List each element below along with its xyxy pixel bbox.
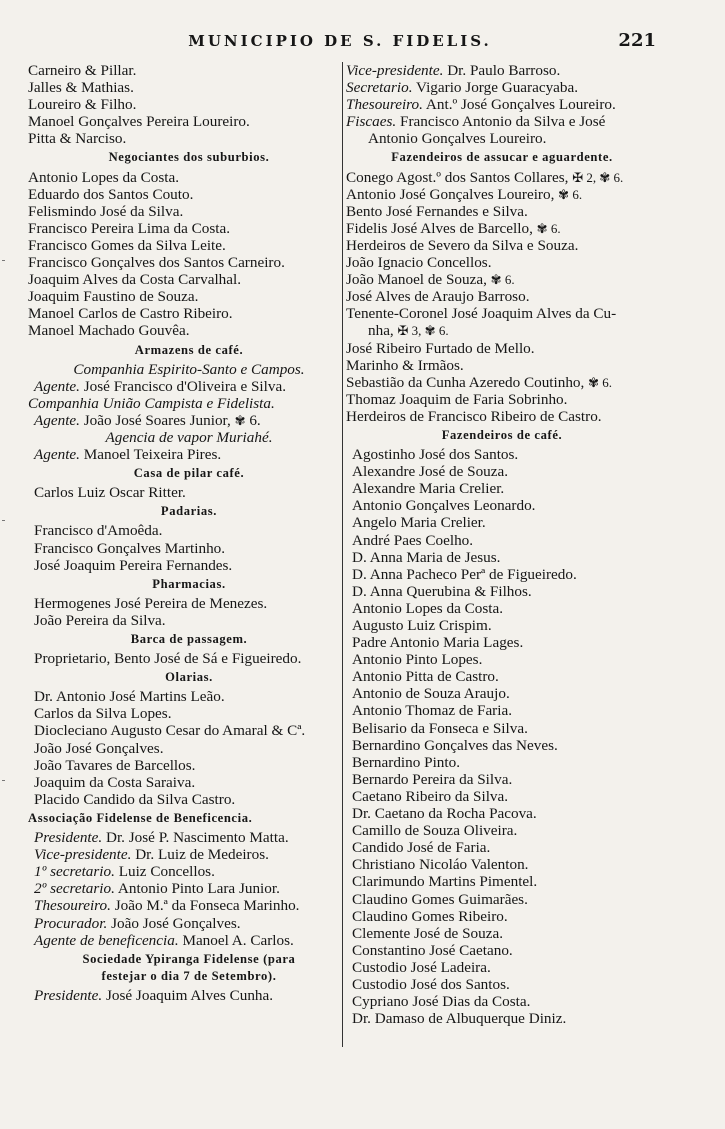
- list-item: Eduardo dos Santos Couto.: [28, 185, 194, 203]
- farmer-name: Marinho & Irmãos.: [346, 356, 464, 374]
- list-item: Augusto Luiz Crispim.: [352, 617, 492, 634]
- list-item: Antonio Pitta de Castro.: [352, 668, 499, 686]
- officer-role: Procurador.: [34, 914, 108, 932]
- page-number: 221: [618, 30, 656, 51]
- agent-name: José Francisco d'Oliveira e Silva.: [83, 377, 287, 395]
- list-item: Francisco d'Amoêda.: [34, 522, 163, 540]
- section-heading-pilar: Casa de pilar café.: [133, 466, 245, 481]
- list-item: Joaquim Faustino de Souza.: [28, 288, 199, 306]
- section-heading-pharmacias: Pharmacias.: [152, 576, 226, 591]
- list-item: Diocleciano Augusto Cesar do Amaral & Cª.: [34, 722, 306, 740]
- section-heading-padarias: Padarias.: [160, 504, 218, 519]
- officer-role: Thesoureiro.: [346, 96, 423, 114]
- section-heading-assucar: Fazendeiros de assucar e aguardente.: [391, 150, 613, 165]
- list-item: [346, 374, 658, 391]
- list-item: Dr. Antonio José Martins Leão.: [34, 688, 225, 706]
- list-item: Manoel Carlos de Castro Ribeiro.: [28, 305, 233, 323]
- farmer-name: Conego Agost.º dos Santos Collares,: [346, 168, 569, 186]
- list-item: Felismindo José da Silva.: [28, 202, 184, 220]
- list-item: Francisco Gonçalves Martinho.: [34, 539, 226, 557]
- officer-row: [28, 863, 350, 880]
- officer-name: Ant.º José Gonçalves Loureiro.: [425, 96, 616, 114]
- list-item: Francisco Gomes da Silva Leite.: [28, 236, 226, 254]
- list-item: Pitta & Narciso.: [28, 130, 127, 148]
- farmer-name: José Alves de Araujo Barroso.: [346, 288, 530, 306]
- suburbios-list: [28, 169, 350, 340]
- left-column: [28, 62, 350, 1004]
- list-item: Caetano Ribeiro da Silva.: [352, 787, 509, 805]
- mark-symbols: ✾ 6.: [490, 272, 515, 288]
- officer-role: Fiscaes.: [346, 113, 397, 131]
- list-item: José Joaquim Pereira Fernandes.: [34, 556, 233, 574]
- mark-symbols: ✾ 6.: [588, 374, 613, 390]
- officer-role: Presidente.: [34, 829, 103, 847]
- officer-row: [346, 113, 658, 130]
- margin-mark: [2, 520, 5, 521]
- officer-row: [346, 62, 658, 79]
- mark-symbols: ✾ 6.: [536, 220, 561, 236]
- farmer-name: João Manoel de Souza,: [346, 271, 487, 289]
- section-heading-cafe: Fazendeiros de café.: [441, 427, 563, 442]
- list-item: Placido Candido da Silva Castro.: [34, 790, 236, 808]
- officer-name-cont: Antonio Gonçalves Loureiro.: [368, 130, 547, 148]
- farmer-name: Thomaz Joaquim de Faria Sobrinho.: [346, 390, 568, 408]
- list-item: D. Anna Querubina & Filhos.: [352, 582, 532, 600]
- list-item: Bernardino Gonçalves das Neves.: [352, 736, 558, 754]
- officer-role: Vice-presidente.: [34, 846, 132, 864]
- list-item: D. Anna Maria de Jesus.: [352, 548, 501, 566]
- list-item: Bernardo Pereira da Silva.: [352, 770, 513, 788]
- officer-name: José Joaquim Alves Cunha.: [105, 986, 274, 1004]
- list-item: Padre Antonio Maria Lages.: [352, 634, 524, 652]
- officer-row: [28, 897, 350, 914]
- list-item: Proprietario, Bento José de Sá e Figueiredo.: [34, 650, 302, 668]
- officer-row: [28, 987, 350, 1004]
- farmer-name: José Ribeiro Furtado de Mello.: [346, 339, 535, 357]
- list-item: André Paes Coelho.: [352, 531, 474, 549]
- margin-mark: [2, 780, 5, 781]
- agent-row: [28, 412, 350, 429]
- farmer-name: Herdeiros de Francisco Ribeiro de Castro.: [346, 407, 602, 425]
- officer-row: [346, 96, 658, 113]
- list-item: João Pereira da Silva.: [34, 611, 166, 629]
- list-item: Constantino José Caetano.: [352, 941, 513, 959]
- officer-name: Manoel A. Carlos.: [182, 931, 294, 949]
- list-item: Camillo de Souza Oliveira.: [352, 822, 518, 840]
- list-item: Carneiro & Pillar.: [28, 62, 137, 79]
- officer-row: [28, 880, 350, 897]
- list-item: Antonio Thomaz de Faria.: [352, 702, 512, 720]
- list-item: Manoel Gonçalves Pereira Loureiro.: [28, 113, 250, 131]
- list-item: Antonio Pinto Lopes.: [352, 651, 483, 669]
- list-item: [346, 203, 658, 220]
- officer-role: Presidente.: [34, 986, 103, 1004]
- mark-symbols: ✠ 3, ✾ 6.: [397, 323, 449, 339]
- margin-mark: [2, 260, 5, 261]
- list-item: [346, 169, 658, 186]
- list-item: Loureiro & Filho.: [28, 96, 137, 114]
- agent-name: Manoel Teixeira Pires.: [83, 446, 222, 464]
- officer-name: Antonio Pinto Lara Junior.: [117, 880, 280, 898]
- list-item: Jalles & Mathias.: [28, 79, 134, 97]
- list-item: [346, 254, 658, 271]
- farmer-name: Sebastião da Cunha Azeredo Coutinho,: [346, 373, 585, 391]
- officer-row: [28, 846, 350, 863]
- list-item: Antonio Lopes da Costa.: [28, 168, 180, 186]
- list-item: Clemente José de Souza.: [352, 924, 503, 942]
- list-item: Candido José de Faria.: [352, 839, 491, 857]
- list-item: Antonio Gonçalves Leonardo.: [352, 497, 536, 515]
- list-item: João José Gonçalves.: [34, 739, 164, 757]
- list-item: Alexandre José de Souza.: [352, 463, 509, 481]
- section-heading-sociedade: Sociedade Ypiranga Fidelense (para: [82, 951, 296, 966]
- officer-name: Dr. Paulo Barroso.: [447, 62, 561, 79]
- list-item: Antonio Lopes da Costa.: [352, 599, 504, 617]
- mark-symbols: ✠ 2, ✾ 6.: [572, 169, 624, 185]
- officer-role: Thesoureiro.: [34, 897, 111, 915]
- page-header: [24, 30, 656, 54]
- farmer-name: nha,: [368, 322, 394, 340]
- list-item: Joaquim da Costa Saraiva.: [34, 773, 196, 791]
- list-item: [346, 305, 658, 322]
- list-item: D. Anna Pacheco Perª de Figueiredo.: [352, 565, 577, 583]
- mark-count: 6.: [249, 411, 261, 429]
- company-name: Companhia União Campista e Fidelista.: [28, 394, 275, 412]
- section-heading-sociedade-cont: festejar o dia 7 de Setembro).: [101, 968, 277, 983]
- section-heading-armazens: Armazens de café.: [134, 342, 244, 357]
- officer-name: Francisco Antonio da Silva e José: [400, 113, 606, 131]
- officer-role: Secretario.: [346, 79, 413, 97]
- farmer-name: Tenente-Coronel José Joaquim Alves da Cu-: [346, 305, 617, 323]
- list-item: Hermogenes José Pereira de Menezes.: [34, 594, 268, 612]
- officer-row: [28, 932, 350, 949]
- list-item: Christiano Nicoláo Valenton.: [352, 856, 529, 874]
- list-item: Angelo Maria Crelier.: [352, 514, 486, 532]
- list-item: Joaquim Alves da Costa Carvalhal.: [28, 271, 242, 289]
- list-item: Bernardino Pinto.: [352, 753, 460, 771]
- flower-mark-icon: ✾: [234, 412, 246, 428]
- list-item: Antonio de Souza Araujo.: [352, 685, 510, 703]
- list-item: Cypriano José Dias da Costa.: [352, 993, 531, 1011]
- section-heading-barca: Barca de passagem.: [130, 632, 248, 646]
- list-item: João Tavares de Barcellos.: [34, 756, 196, 774]
- list-item: Carlos da Silva Lopes.: [34, 705, 172, 723]
- officer-row: [28, 915, 350, 932]
- list-item: Francisco Gonçalves dos Santos Carneiro.: [28, 254, 285, 272]
- officer-name: João M.ª da Fonseca Marinho.: [114, 897, 300, 915]
- agent-row: [28, 378, 350, 395]
- section-heading-associacao: Associação Fidelense de Beneficencia.: [28, 810, 253, 825]
- intro-list: [28, 62, 350, 147]
- agent-label: Agente.: [34, 377, 80, 395]
- list-item: [346, 357, 658, 374]
- section-heading-suburbios: Negociantes dos suburbios.: [108, 150, 270, 165]
- officer-row: [28, 829, 350, 846]
- officer-role: 2º secretario.: [34, 880, 115, 898]
- right-column: [346, 62, 658, 1027]
- list-item: Carlos Luiz Oscar Ritter.: [34, 484, 186, 502]
- officer-role: Vice-presidente.: [346, 62, 444, 79]
- agency-name: Agencia de vapor Muriahé.: [105, 428, 273, 446]
- list-item: [346, 220, 658, 237]
- list-item: Clarimundo Martins Pimentel.: [352, 873, 538, 891]
- officer-role: 1º secretario.: [34, 863, 115, 881]
- list-item: Manoel Machado Gouvêa.: [28, 322, 190, 340]
- farmer-name: João Ignacio Concellos.: [346, 254, 492, 272]
- farmer-name: Fidelis José Alves de Barcello,: [346, 219, 533, 237]
- officer-name: João José Gonçalves.: [111, 914, 241, 932]
- list-item: Dr. Damaso de Albuquerque Diniz.: [352, 1010, 567, 1028]
- farmer-name: Antonio José Gonçalves Loureiro,: [346, 185, 555, 203]
- list-item: [346, 271, 658, 288]
- agent-row: [28, 446, 350, 463]
- agent-label: Agente.: [34, 446, 80, 464]
- list-item: Agostinho José dos Santos.: [352, 446, 519, 464]
- list-item: [346, 237, 658, 254]
- cafe-list: [346, 446, 658, 1027]
- list-item: [346, 186, 658, 203]
- farmer-name: Bento José Fernandes e Silva.: [346, 202, 528, 220]
- list-item: Custodio José dos Santos.: [352, 975, 510, 993]
- list-item: Belisario da Fonseca e Silva.: [352, 719, 528, 737]
- list-item: [346, 288, 658, 305]
- officer-name: Dr. José P. Nascimento Matta.: [105, 829, 289, 847]
- list-item: Claudino Gomes Ribeiro.: [352, 907, 508, 925]
- agent-name: João José Soares Junior,: [83, 411, 231, 429]
- assucar-list: [346, 169, 658, 425]
- officer-name: Dr. Luiz de Medeiros.: [135, 846, 269, 864]
- list-item: [346, 408, 658, 425]
- page-title: MUNICIPIO DE S. FIDELIS.: [188, 32, 492, 50]
- list-item: [346, 340, 658, 357]
- farmer-name: Herdeiros de Severo da Silva e Souza.: [346, 236, 579, 254]
- company-name: Companhia Espirito-Santo e Campos.: [73, 360, 305, 378]
- agent-label: Agente.: [34, 411, 80, 429]
- section-heading-olarias: Olarias.: [165, 670, 213, 685]
- list-item: [346, 322, 658, 339]
- officer-name: Luiz Concellos.: [118, 863, 215, 881]
- officer-row: [346, 79, 658, 96]
- officer-role: Agente de beneficencia.: [34, 931, 179, 949]
- list-item: Francisco Pereira Lima da Costa.: [28, 219, 231, 237]
- list-item: Alexandre Maria Crelier.: [352, 480, 505, 498]
- mark-symbols: ✾ 6.: [558, 186, 583, 202]
- list-item: Claudino Gomes Guimarães.: [352, 890, 528, 908]
- officer-name: Vigario Jorge Guaracyaba.: [416, 79, 579, 97]
- list-item: Custodio José Ladeira.: [352, 958, 491, 976]
- list-item: Dr. Caetano da Rocha Pacova.: [352, 805, 537, 823]
- list-item: [346, 391, 658, 408]
